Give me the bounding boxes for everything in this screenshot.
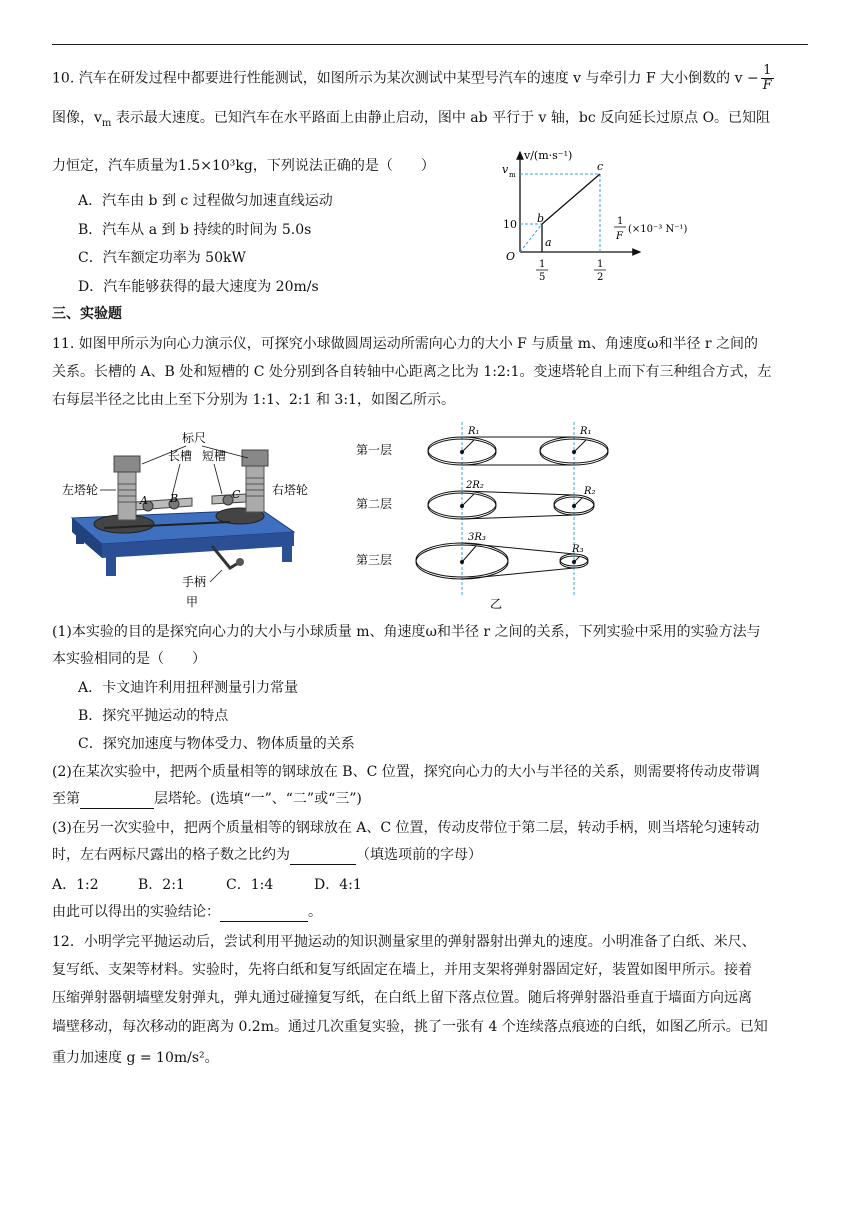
q11-sub3-line1: (3)在另一次实验中，把两个质量相等的钢球放在 A、C 位置，传动皮带位于第二层，转动手柄，则当塔轮匀速转动 xyxy=(52,820,760,836)
label-changcao: 长槽 xyxy=(168,449,193,463)
label-C: C xyxy=(232,488,241,501)
left-tower xyxy=(118,466,136,520)
q10-line3: 力恒定，汽车质量为1.5×10³kg，下列说法正确的是（ ） xyxy=(52,158,435,174)
label-biaochi: 标尺 xyxy=(182,431,207,445)
label-r3-left: 3R₃ xyxy=(468,532,486,543)
q11-line2: 关系。长槽的 A、B 处和短槽的 C 处分别到各自转轴中心距离之比为 1:2:1。变速塔轮自上而下有三种组合方式，左 xyxy=(52,364,772,380)
x-axis-den: F xyxy=(616,231,623,242)
q11-sub2-line2: 至第 层塔轮。(选填“一”、“二”或“三”) xyxy=(52,791,362,807)
origin-label: O xyxy=(506,250,516,263)
q10-option-c[interactable]: C．汽车额定功率为 50kW xyxy=(78,250,246,266)
q12-line3: 压缩弹射器朝墙壁发射弹丸，弹丸通过碰撞复写纸，在白纸上留下落点位置。随后将弹射器沿垂直于墙面方向远离 xyxy=(52,990,752,1006)
q10-line1: 10. 汽车在研发过程中都要进行性能测试，如图所示为某次测试中某型号汽车的速度 v 与牵引力 F 大小倒数的 v − $\frac{1}{F}$ xyxy=(52,63,772,93)
label-r3-right: R₃ xyxy=(572,544,584,555)
q11-sub3-option-c[interactable]: C．1:4 xyxy=(226,877,274,893)
q10-option-a[interactable]: A．汽车由 b 到 c 过程做匀加速直线运动 xyxy=(78,193,333,209)
q11-conclusion: 由此可以得出的实验结论： 。 xyxy=(52,904,322,920)
right-tower xyxy=(246,460,264,512)
label-r2-right: R₂ xyxy=(584,486,596,497)
q11-line1: 11. 如图甲所示为向心力演示仪，可探究小球做圆周运动所需向心力的大小 F 与质量 m、角速度ω和半径 r 之间的 xyxy=(52,336,759,352)
q12-line5: 重力加速度 g = 10m/s²。 xyxy=(52,1050,219,1066)
q11-sub3-option-d[interactable]: D．4:1 xyxy=(314,877,362,893)
bc-extension xyxy=(520,224,542,252)
apparatus-figure-jia xyxy=(62,428,332,610)
x-tick1-den: 5 xyxy=(539,272,546,283)
q11-sub3-option-a[interactable]: A．1:2 xyxy=(52,877,99,893)
q10-line2: 图像，$v_m$ 表示最大速度。已知汽车在水平路面上由静止启动，图中 ab 平行于 v 轴，bc 反向延长过原点 O。已知阻 xyxy=(52,110,771,129)
q12-line2: 复写纸、支架等材料。实验时，先将白纸和复写纸固定在墙上，并用支架将弹射器固定好，装置如图甲所示。接着 xyxy=(52,962,752,978)
x-axis-unit: (×10⁻³ N⁻¹) xyxy=(628,224,688,235)
q12-line1: 12．小明学完平抛运动后，尝试利用平抛运动的知识测量家里的弹射器射出弹丸的速度。小明准备了白纸、米尺、 xyxy=(52,934,756,950)
caption-yi: 乙 xyxy=(490,597,503,611)
q10-option-b[interactable]: B．汽车从 a 到 b 持续的时间为 5.0s xyxy=(78,222,312,238)
label-r1-left: R₁ xyxy=(468,426,480,437)
label-handle: 手柄 xyxy=(182,575,207,589)
v-vs-inverse-F-graph xyxy=(490,146,710,286)
x-axis-num: 1 xyxy=(617,216,624,227)
q11-sub3-line2: 时，左右两标尺露出的格子数之比约为 （填选项前的字母） xyxy=(52,847,482,863)
q11-sub1-option-c[interactable]: C．探究加速度与物体受力、物体质量的关系 xyxy=(78,736,355,752)
x-tick2-num: 1 xyxy=(597,259,604,270)
q11-line3: 右每层半径之比由上至下分别为 1:1、2:1 和 3:1，如图乙所示。 xyxy=(52,392,455,408)
label-layer2: 第二层 xyxy=(356,497,393,511)
label-right-wheel: 右塔轮 xyxy=(272,483,309,497)
y-axis-label: v/(m·s⁻¹) xyxy=(524,149,573,162)
label-B: B xyxy=(170,492,179,505)
label-left-wheel: 左塔轮 xyxy=(62,483,99,497)
sub3-answer-blank[interactable] xyxy=(290,864,356,865)
q11-sub2-line1: (2)在某次实验中，把两个质量相等的钢球放在 B、C 位置，探究向心力的大小与半径的关系，则需要将传动皮带调 xyxy=(52,764,760,780)
label-duancao: 短槽 xyxy=(202,449,227,463)
q11-sub1-option-a[interactable]: A．卡文迪许利用扭秤测量引力常量 xyxy=(78,680,299,696)
tower-wheel-figure-yi xyxy=(350,420,620,612)
conclusion-blank[interactable] xyxy=(220,921,308,922)
q10-option-d[interactable]: D．汽车能够获得的最大速度为 20m/s xyxy=(78,279,319,295)
y-tick-10: 10 xyxy=(503,218,517,231)
vm-sub: m xyxy=(509,171,516,179)
x-tick2-den: 2 xyxy=(597,272,604,283)
label-r1-right: R₁ xyxy=(580,426,592,437)
q11-sub3-option-b[interactable]: B．2:1 xyxy=(138,877,185,893)
header-rule xyxy=(52,44,808,45)
q11-sub1-line2: 本实验相同的是（ ） xyxy=(52,651,206,667)
segment-bc xyxy=(542,174,600,224)
point-a-label: a xyxy=(545,236,552,249)
vm-label: v xyxy=(502,163,509,176)
caption-jia: 甲 xyxy=(186,595,199,609)
label-layer3: 第三层 xyxy=(356,553,393,567)
q12-line4: 墙壁移动，每次移动的距离为 0.2m。通过几次重复实验，挑了一张有 4 个连续落点痕迹的白纸，如图乙所示。已知 xyxy=(52,1019,768,1035)
fraction-1-over-F: $\frac{1}{F}$ xyxy=(762,63,772,93)
x-tick1-num: 1 xyxy=(539,259,546,270)
point-b-label: b xyxy=(537,212,545,225)
q11-sub1-option-b[interactable]: B．探究平抛运动的特点 xyxy=(78,708,229,724)
point-c-label: c xyxy=(597,160,604,173)
section-title: 三、实验题 xyxy=(52,306,122,322)
label-layer1: 第一层 xyxy=(356,443,393,457)
sub2-answer-blank[interactable] xyxy=(80,808,154,809)
label-r2-left: 2R₂ xyxy=(466,480,484,491)
q11-sub1-line1: (1)本实验的目的是探究向心力的大小与小球质量 m、角速度ω和半径 r 之间的关系，下列实验中采用的实验方法与 xyxy=(52,624,761,640)
label-A: A xyxy=(140,494,148,507)
